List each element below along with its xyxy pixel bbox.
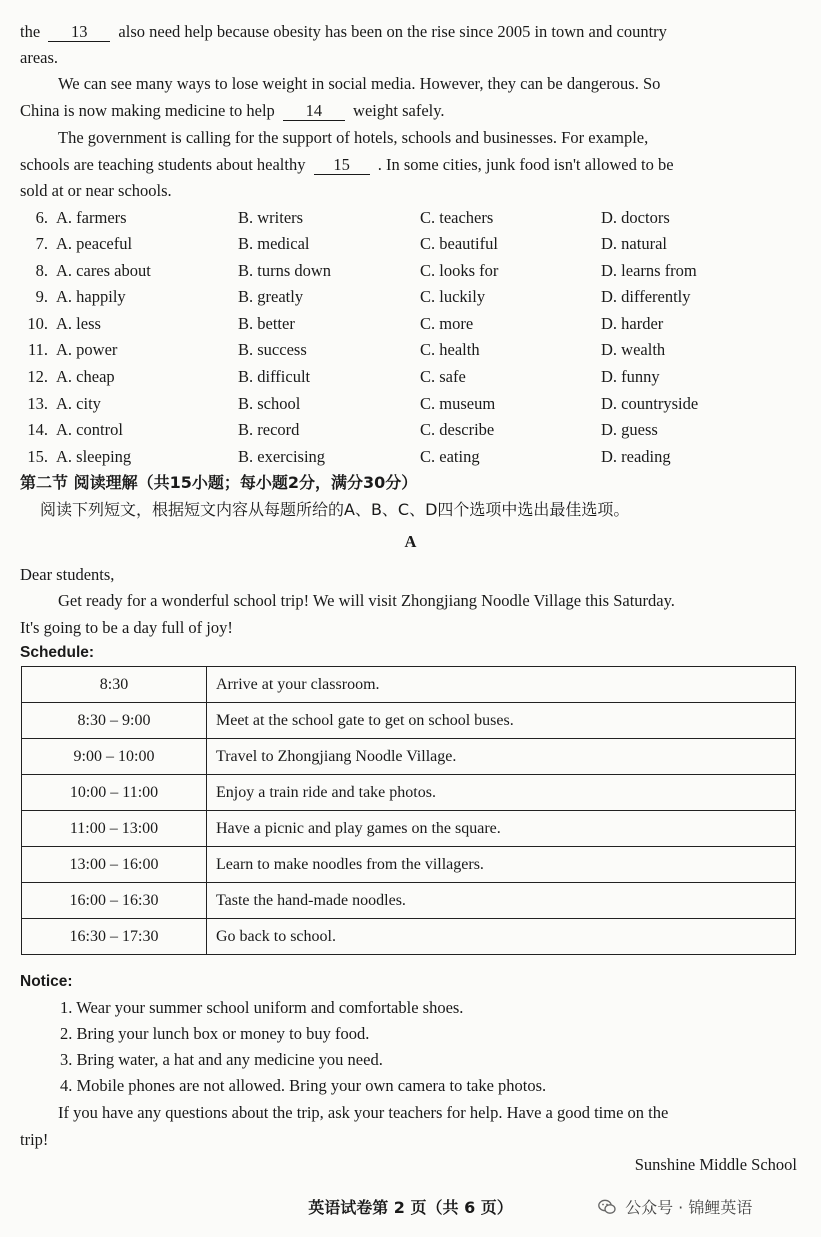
table-row [22,667,796,703]
option-a: A. less [56,314,101,333]
greeting: Dear students, [20,565,115,584]
option-c: C. beautiful [420,234,498,253]
option-row: 9. A. happily B. greatly C. luckily D. differently [0,284,821,310]
notice-item: 2. Bring your lunch box or money to buy food. [60,1024,370,1043]
blank-15: 15 [314,156,370,175]
option-c: C. luckily [420,287,486,306]
option-d: D. guess [601,420,658,439]
option-row: 15. A. sleeping B. exercising C. eating D. reading [0,444,821,470]
intro-line-1: Get ready for a wonderful school trip! We will visit Zhongjiang Noodle Village this Saturday. [58,591,675,610]
passage-line-5: The government is calling for the support of hotels, schools and businesses. For example, [58,128,649,147]
option-d: D. learns from [601,261,697,280]
schedule-activity: Learn to make noodles from the villagers. [207,847,796,883]
schedule-time: 9:00 – 10:00 [22,739,207,775]
option-b: B. exercising [238,447,326,466]
schedule-activity: Enjoy a train ride and take photos. [207,775,796,811]
option-row: 6. A. farmers B. writers C. teachers D. doctors [0,205,821,231]
option-c: C. safe [420,367,466,386]
option-b: B. medical [238,234,310,253]
option-a: A. sleeping [56,447,132,466]
watermark: 公众号 · 锦鲤英语 [598,1195,752,1219]
option-b: B. success [238,340,307,359]
table-row [22,847,796,883]
option-c: C. health [420,340,480,359]
schedule-time: 16:30 – 17:30 [22,919,207,955]
schedule-time: 13:00 – 16:00 [22,847,207,883]
schedule-time: 8:30 [22,667,207,703]
schedule-activity: Go back to school. [207,919,796,955]
blank-14: 14 [283,102,345,121]
table-row [22,883,796,919]
option-a: A. farmers [56,208,127,227]
option-c: C. museum [420,394,496,413]
signature: Sunshine Middle School [634,1155,797,1174]
passage-line-6: schools are teaching students about healthy 15 . In some cities, junk food isn't allowed to be [20,155,674,174]
option-b: B. record [238,420,300,439]
option-d: D. differently [601,287,691,306]
wechat-icon [598,1199,616,1219]
table-row [22,919,796,955]
blank-13: 13 [48,23,110,42]
passage-line-1: the 13 also need help because obesity has been on the rise since 2005 in town and country [20,22,667,41]
option-a: A. happily [56,287,126,306]
passage-line-7: sold at or near schools. [20,181,172,200]
option-b: B. school [238,394,301,413]
option-row: 10. A. less B. better C. more D. harder [0,311,821,337]
option-d: D. reading [601,447,671,466]
option-d: D. doctors [601,208,670,227]
notice-item: 1. Wear your summer school uniform and comfortable shoes. [60,998,464,1017]
schedule-activity: Arrive at your classroom. [207,667,796,703]
option-row: 14. A. control B. record C. describe D. guess [0,417,821,443]
schedule-table [21,666,796,955]
schedule-activity: Have a picnic and play games on the square. [207,811,796,847]
passage-letter: A [404,532,417,551]
option-d: D. natural [601,234,667,253]
option-a: A. cares about [56,261,151,280]
notice-item: 4. Mobile phones are not allowed. Bring your own camera to take photos. [60,1076,547,1095]
notice-item: 3. Bring water, a hat and any medicine you need. [60,1050,383,1069]
option-a: A. power [56,340,118,359]
passage-line-3: We can see many ways to lose weight in social media. However, they can be dangerous. So [58,74,661,93]
schedule-time: 8:30 – 9:00 [22,703,207,739]
option-d: D. countryside [601,394,699,413]
option-b: B. greatly [238,287,304,306]
option-b: B. writers [238,208,304,227]
closing-line-1: If you have any questions about the trip, ask your teachers for help. Have a good time on the [58,1103,669,1122]
option-a: A. city [56,394,101,413]
option-row: 8. A. cares about B. turns down C. looks for D. learns from [0,258,821,284]
table-row [22,739,796,775]
option-row: 12. A. cheap B. difficult C. safe D. funny [0,364,821,390]
option-b: B. better [238,314,295,333]
passage-line-2: areas. [20,48,59,67]
option-a: A. control [56,420,123,439]
table-row [22,703,796,739]
schedule-time: 11:00 – 13:00 [22,811,207,847]
schedule-time: 10:00 – 11:00 [22,775,207,811]
schedule-time: 16:00 – 16:30 [22,883,207,919]
option-b: B. turns down [238,261,332,280]
option-d: D. wealth [601,340,666,359]
schedule-activity: Travel to Zhongjiang Noodle Village. [207,739,796,775]
section-heading: 第二节 阅读理解（共15小题；每小题2分，满分30分） [20,473,418,492]
passage-line-4: China is now making medicine to help 14 weight safely. [20,101,445,120]
option-a: A. peaceful [56,234,133,253]
option-c: C. teachers [420,208,494,227]
page-footer: 英语试卷第 2 页（共 6 页） [308,1198,513,1217]
option-a: A. cheap [56,367,115,386]
table-row [22,811,796,847]
schedule-activity: Meet at the school gate to get on school buses. [207,703,796,739]
option-c: C. describe [420,420,495,439]
option-b: B. difficult [238,367,311,386]
intro-line-2: It's going to be a day full of joy! [20,618,233,637]
schedule-activity: Taste the hand-made noodles. [207,883,796,919]
option-c: C. more [420,314,474,333]
section-instruction: 阅读下列短文，根据短文内容从每题所给的A、B、C、D四个选项中选出最佳选项。 [40,500,630,519]
option-d: D. harder [601,314,664,333]
option-row: 11. A. power B. success C. health D. wealth [0,337,821,363]
option-d: D. funny [601,367,660,386]
schedule-label: Schedule: [20,644,95,661]
option-row: 13. A. city B. school C. museum D. countryside [0,391,821,417]
table-row [22,775,796,811]
option-c: C. eating [420,447,480,466]
notice-label: Notice: [20,973,73,990]
option-row: 7. A. peaceful B. medical C. beautiful D. natural [0,231,821,257]
option-c: C. looks for [420,261,499,280]
closing-line-2: trip! [20,1130,49,1149]
